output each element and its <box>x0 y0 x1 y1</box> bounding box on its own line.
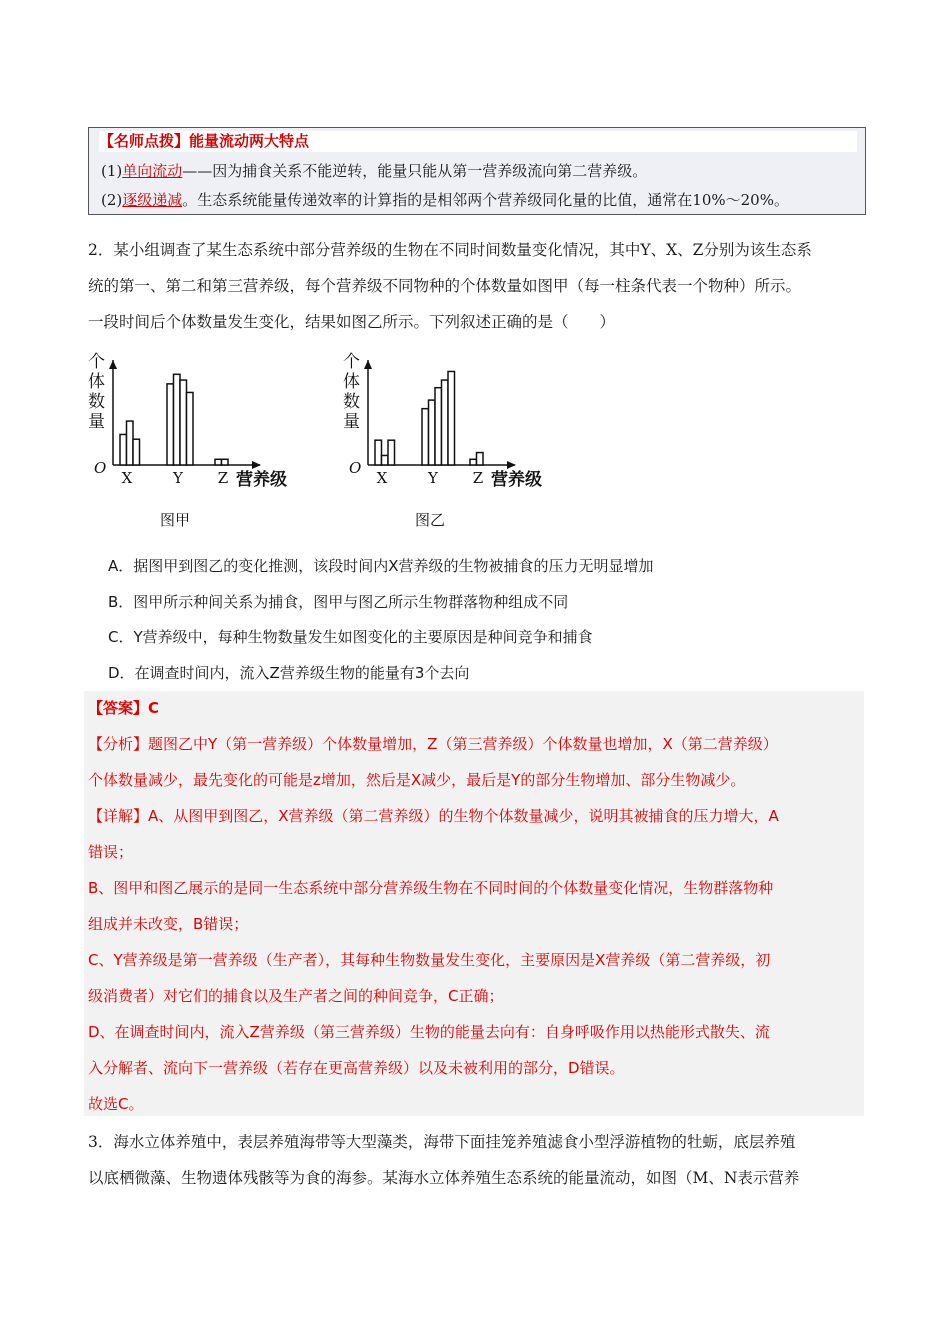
x-axis-arrow <box>507 461 516 469</box>
detail-line-1: 【详解】A、从图甲到图乙，X营养级（第二营养级）的生物个体数量减少，说明其被捕食的压力增大，A <box>88 807 779 825</box>
detail-c-line-2: 级消费者）对它们的捕食以及生产者之间的种间竞争，C正确； <box>88 987 504 1005</box>
bar-y-4 <box>442 380 449 465</box>
bar-y-3 <box>435 388 442 465</box>
chart-title: 图甲 <box>159 511 191 529</box>
bar-z-2 <box>477 453 484 465</box>
bar-x-1 <box>375 440 382 465</box>
y-axis-arrow <box>109 360 117 369</box>
origin-label: O <box>94 459 107 477</box>
y-axis-arrow <box>364 360 372 369</box>
tip-line-1-key: 单向流动 <box>122 162 183 180</box>
x-tick-label-z: Z <box>217 469 229 487</box>
detail-b-line-2: 组成并未改变，B错误； <box>88 915 249 933</box>
x-tick-label-y: Y <box>428 469 438 487</box>
bar-y-1 <box>422 409 429 465</box>
chart-figure-yi <box>335 350 565 535</box>
option-c: C．Y营养级中，每种生物数量发生如图变化的主要原因是种间竞争和捕食 <box>108 628 593 646</box>
chart-figure-jia <box>80 350 310 535</box>
bar-x-3 <box>388 440 395 465</box>
option-b: B．图甲所示种间关系为捕食，图甲与图乙所示生物群落物种组成不同 <box>108 593 569 611</box>
bar-x-2 <box>127 421 134 465</box>
tip-line-2-prefix: (2) <box>101 191 123 209</box>
y-axis-label-char: 个 <box>343 352 360 372</box>
analysis-line-1: 【分析】题图乙中Y（第一营养级）个体数量增加，Z（第三营养级）个体数量也增加，X（第二营养级） <box>88 735 778 753</box>
y-axis-label-char: 量 <box>88 412 105 432</box>
q3-stem-line-2: 以底栖微藻、生物遗体残骸等为食的海参。某海水立体养殖生态系统的能量流动，如图（M、N表示营养 <box>88 1169 800 1187</box>
y-axis-label-char: 数 <box>88 392 105 412</box>
bar-x-3 <box>133 439 140 465</box>
teacher-tip-box <box>88 127 866 215</box>
x-tick-label-y: Y <box>173 469 183 487</box>
conclusion: 故选C。 <box>88 1095 144 1113</box>
x-tick-label-x: X <box>376 469 388 487</box>
bar-y-3 <box>180 380 187 465</box>
x-axis-arrow <box>252 461 261 469</box>
tip-header: 【名师点拨】能量流动两大特点 <box>99 131 857 152</box>
q2-stem-line-3: 一段时间后个体数量发生变化，结果如图乙所示。下列叙述正确的是（ ） <box>88 313 616 331</box>
bar-z-2 <box>222 459 229 465</box>
bar-y-2 <box>429 400 436 465</box>
chart-title: 图乙 <box>414 511 446 529</box>
detail-b-line-1: B、图甲和图乙展示的是同一生态系统中部分营养级生物在不同时间的个体数量变化情况，生物群落物种 <box>88 879 774 897</box>
detail-d-line-2: 入分解者、流向下一营养级（若存在更高营养级）以及未被利用的部分，D错误。 <box>88 1059 625 1077</box>
bar-z-1 <box>215 459 222 465</box>
analysis-line-2: 个体数量减少，最先变化的可能是z增加，然后是X减少，最后是Y的部分生物增加、部分生物减少。 <box>88 771 746 789</box>
tip-line-2-rest: 。生态系统能量传递效率的计算指的是相邻两个营养级同化量的比值，通常在10%～20%。 <box>182 191 789 209</box>
bar-y-4 <box>187 392 194 465</box>
y-axis-label-char: 体 <box>88 372 105 392</box>
y-axis-label-char: 量 <box>343 412 360 432</box>
bar-y-5 <box>448 371 455 465</box>
bar-x-1 <box>120 434 127 465</box>
tip-line-2-key: 逐级递减 <box>122 191 183 209</box>
detail-d-line-1: D、在调查时间内，流入Z营养级（第三营养级）生物的能量去向有：自身呼吸作用以热能形式散失、流 <box>88 1023 770 1041</box>
tip-line-1-prefix: (1) <box>101 162 123 180</box>
bar-z-1 <box>470 459 477 465</box>
y-axis-label-char: 个 <box>88 352 105 372</box>
origin-label: O <box>349 459 362 477</box>
answer-block <box>84 691 864 1116</box>
q3-stem-line-1: 3．海水立体养殖中，表层养殖海带等大型藻类，海带下面挂笼养殖滤食小型浮游植物的牡蛎，底层养殖 <box>88 1133 796 1151</box>
bar-y-2 <box>174 374 181 465</box>
option-a: A．据图甲到图乙的变化推测，该段时间内X营养级的生物被捕食的压力无明显增加 <box>108 557 654 575</box>
x-axis-label: 营养级 <box>491 470 542 490</box>
detail-c-line-1: C、Y营养级是第一营养级（生产者），其每种生物数量发生变化，主要原因是X营养级（第二营养级，初 <box>88 951 771 969</box>
y-axis-label-char: 体 <box>343 372 360 392</box>
x-tick-label-z: Z <box>472 469 484 487</box>
answer-key: 【答案】C <box>88 699 160 717</box>
tip-line-1 <box>101 161 647 181</box>
bar-y-1 <box>167 384 174 465</box>
option-d: D．在调查时间内，流入Z营养级生物的能量有3个去向 <box>108 664 470 682</box>
x-axis-label: 营养级 <box>236 470 287 490</box>
q2-stem-line-1: 2．某小组调查了某生态系统中部分营养级的生物在不同时间数量变化情况，其中Y、X、Z分别为该生态系 <box>88 241 812 259</box>
tip-line-2 <box>101 190 789 210</box>
detail-line-2: 错误； <box>88 843 134 861</box>
bar-x-2 <box>382 455 389 465</box>
q2-stem-line-2: 统的第一、第二和第三营养级，每个营养级不同物种的个体数量如图甲（每一柱条代表一个物种）所示。 <box>88 277 802 295</box>
y-axis-label-char: 数 <box>343 392 360 412</box>
x-tick-label-x: X <box>121 469 133 487</box>
tip-line-1-rest: ——因为捕食关系不能逆转，能量只能从第一营养级流向第二营养级。 <box>182 162 648 180</box>
